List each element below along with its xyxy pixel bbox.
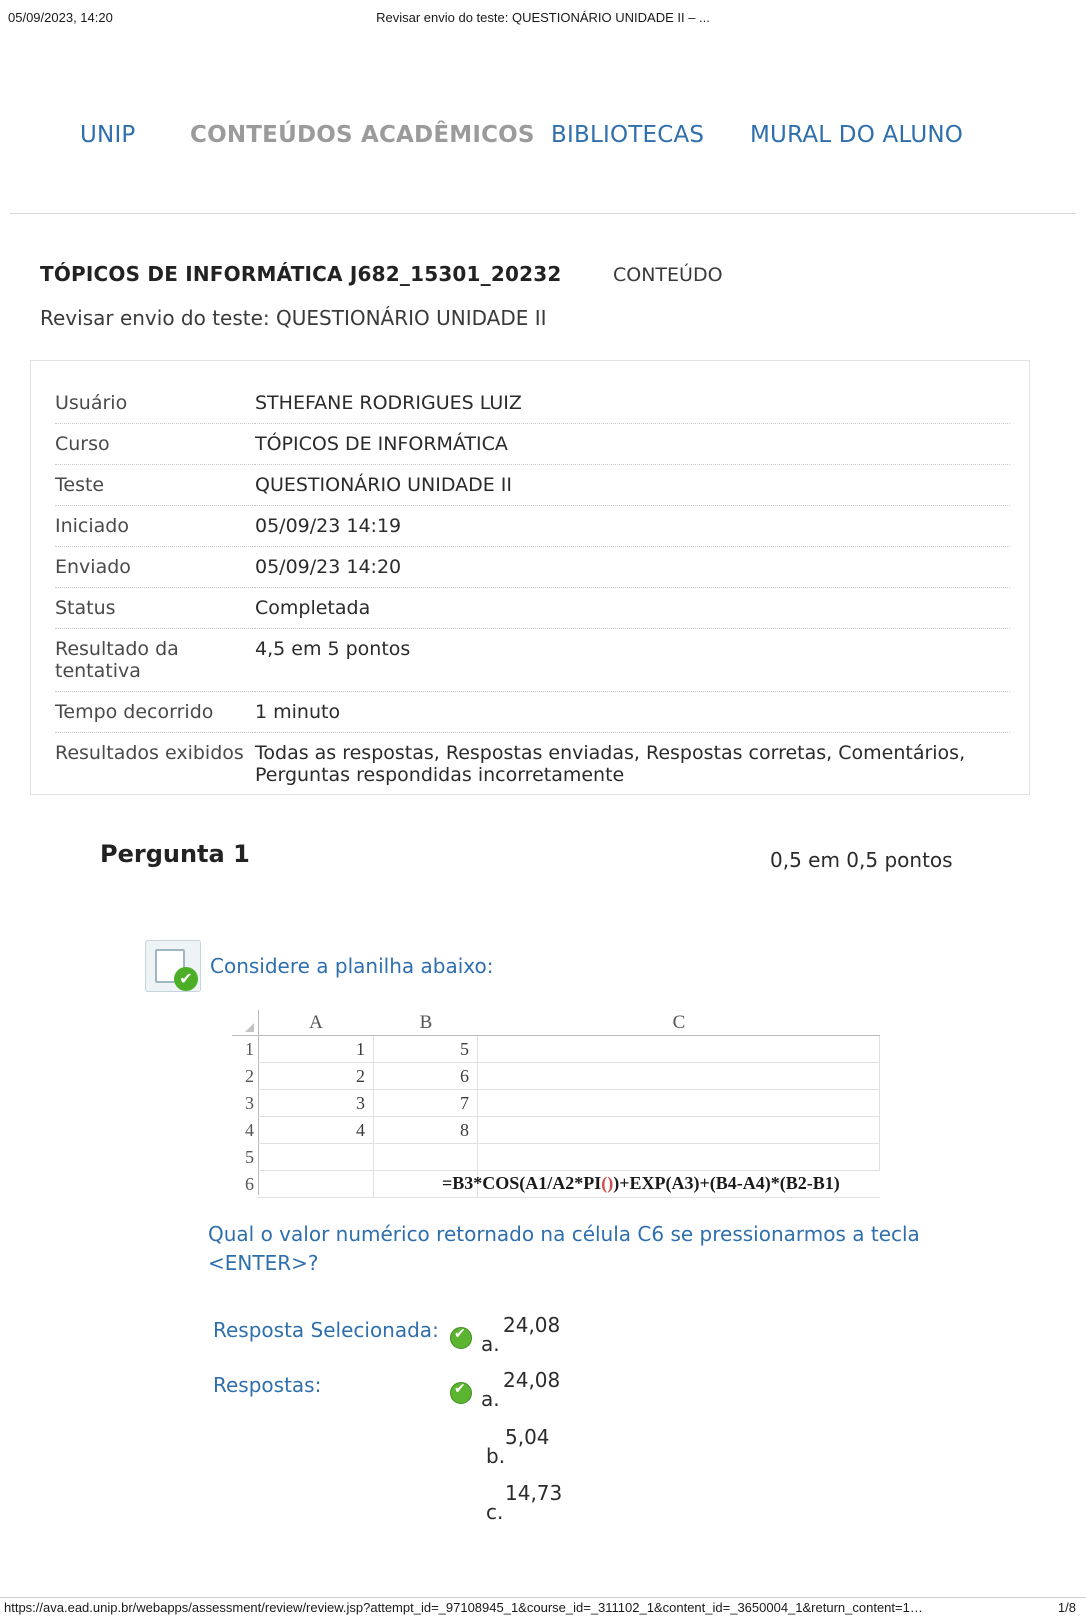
sheet-col-header: C [478,1010,880,1036]
formula-part-red: () [601,1173,614,1193]
sheet-cell [258,1171,374,1198]
breadcrumb-conteudo[interactable]: CONTEÚDO [613,264,723,286]
row-value: 1 minuto [255,692,1010,733]
question-title: Pergunta 1 [100,840,250,868]
row-key: Resultados exibidos [55,742,244,764]
footer-url: https://ava.ead.unip.br/webapps/assessment/review/review.jsp?attempt_id=_97108945_1&course_id=_311102_1&content_id=_3650004_1&return_content=1… [4,1600,923,1615]
table-row [55,383,1010,424]
table-row [55,629,1010,692]
row-key: Enviado [55,547,255,588]
sheet-row-header: 5 [245,1147,254,1167]
question-prompt: Qual o valor numérico retornado na célula C6 se pressionarmos a tecla <ENTER>? [208,1222,920,1275]
nav-divider [10,213,1076,214]
table-row [55,506,1010,547]
sheet-cell: 8 [374,1117,478,1144]
table-row [55,547,1010,588]
row-key: Curso [55,424,255,465]
row-key: Resultado da tentativa [55,629,255,692]
sheet-cell: 5 [374,1036,478,1063]
sheet-cell: 2 [258,1063,374,1090]
sheet-row-header: 3 [245,1093,254,1113]
attempt-summary-box [30,360,1030,795]
sheet-cell [478,1036,880,1063]
question-correct-icon [145,940,201,992]
table-row [55,733,1010,796]
table-row [55,465,1010,506]
table-row [55,424,1010,465]
sheet-cell [478,1063,880,1090]
row-value: 05/09/23 14:20 [255,547,1010,588]
sheet-cell [478,1117,880,1144]
nav-item-conteudos-academicos[interactable]: CONTEÚDOS ACADÊMICOS [190,122,535,148]
row-value: STHEFANE RODRIGUES LUIZ [255,383,1010,424]
option-text: 5,04 [505,1425,550,1449]
footer-divider [0,1597,1086,1598]
sheet-cell: 3 [258,1090,374,1117]
spreadsheet-figure [232,1010,880,1195]
sheet-cell: 6 [374,1063,478,1090]
footer-page-number: 1/8 [1057,1600,1076,1615]
option-text: 24,08 [503,1368,561,1392]
option-text: 14,73 [505,1481,563,1505]
sheet-formula [442,1173,840,1194]
sheet-cell: 4 [258,1117,374,1144]
formula-part-pre: =B3*COS(A1/A2*PI [442,1173,602,1193]
option-letter: b. [486,1444,506,1468]
print-header-date: 05/09/2023, 14:20 [8,10,113,25]
row-key: Iniciado [55,506,255,547]
selected-answer-text: 24,08 [503,1313,561,1337]
question-points: 0,5 em 0,5 pontos [770,848,953,872]
print-header-title: Revisar envio do teste: QUESTIONÁRIO UNIDADE II – ... [376,10,710,25]
row-value: 4,5 em 5 pontos [255,629,1010,692]
row-value: Completada [255,588,1010,629]
answers-label: Respostas: [213,1373,322,1397]
row-key: Usuário [55,383,255,424]
sheet-row-header: 2 [245,1066,254,1086]
sheet-col-header: B [374,1010,478,1036]
attempt-summary-table [55,383,1010,795]
selected-answer-letter: a. [481,1332,500,1356]
selected-answer-label: Resposta Selecionada: [213,1318,439,1342]
print-header [0,10,1086,30]
page-title: TÓPICOS DE INFORMÁTICA J682_15301_20232 [40,262,562,286]
row-value: Todas as respostas, Respostas enviadas, Respostas corretas, Comentários, Perguntas respondidas incorretamente [255,742,966,786]
nav-item-mural-do-aluno[interactable]: MURAL DO ALUNO [750,122,964,148]
option-letter: a. [481,1387,500,1411]
sheet-cell [374,1144,478,1171]
sheet-row-header: 6 [245,1174,254,1194]
question-stem: Considere a planilha abaixo: [210,954,494,978]
table-row [55,588,1010,629]
sheet-col-header: A [258,1010,374,1036]
print-footer [0,1600,1086,1622]
correct-answer-icon [450,1382,472,1404]
nav-item-unip[interactable]: UNIP [80,122,136,148]
formula-part-post: )+EXP(A3)+(B4-A4)*(B2-B1) [613,1173,840,1193]
row-value: TÓPICOS DE INFORMÁTICA [255,424,1010,465]
sheet-row-header: 4 [245,1120,254,1140]
page-subtitle: Revisar envio do teste: QUESTIONÁRIO UNIDADE II [40,306,547,330]
option-letter: c. [486,1500,504,1524]
row-key: Teste [55,465,255,506]
sheet-cell [478,1090,880,1117]
correct-answer-icon [450,1327,472,1349]
sheet-corner-icon [232,1010,258,1036]
row-key: Status [55,588,255,629]
row-value: 05/09/23 14:19 [255,506,1010,547]
sheet-cell [478,1144,880,1171]
row-value: QUESTIONÁRIO UNIDADE II [255,465,1010,506]
sheet-cell [258,1144,374,1171]
sheet-row-header: 1 [245,1039,254,1059]
sheet-cell: 7 [374,1090,478,1117]
nav-item-bibliotecas[interactable]: BIBLIOTECAS [551,122,705,148]
row-key: Tempo decorrido [55,692,255,733]
sheet-cell: 1 [258,1036,374,1063]
table-row [55,692,1010,733]
top-navigation [0,122,1086,178]
check-icon: ✔ [174,967,198,991]
